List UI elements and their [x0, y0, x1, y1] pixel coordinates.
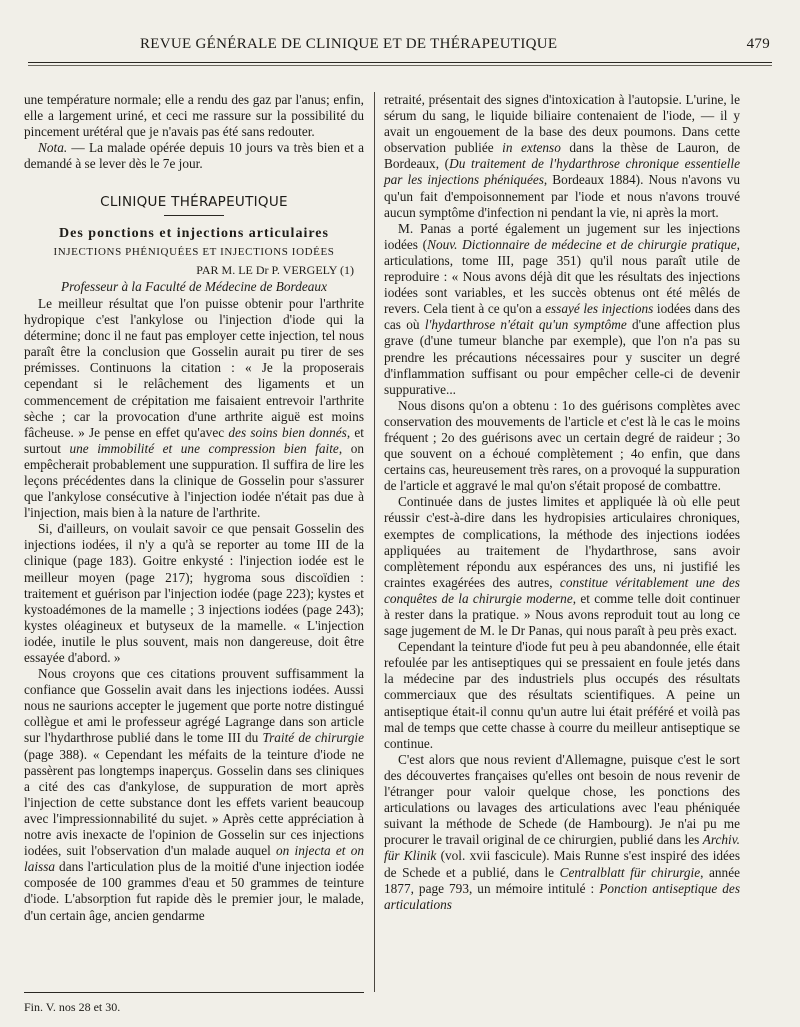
- section-title: CLINIQUE THÉRAPEUTIQUE: [100, 194, 288, 211]
- italic-run: Ponction antiseptique des articulations: [384, 880, 740, 912]
- text-run: dans l'articulation plus de la moitié d'une injection iodée composée de 100 grammes d'eau et 50 grammes de teinture d'iode. L'absorption fut rapide dès le premier jour, le malade, d'un certain âge, ancien gendarme: [24, 859, 364, 923]
- paragraph: [24, 296, 364, 521]
- paragraph: une température normale; elle a rendu des gaz par l'anus; enfin, elle a largement uriné, et ceci me rassure sur la possibilité du pincement urétéral que je n'avais pas été sans redouter.: [24, 92, 364, 140]
- paragraph: [384, 221, 740, 398]
- text-run: Le meilleur résultat que l'on puisse obtenir pour l'arthrite hydropique c'est l'ankylose ou l'injection d'iode qui la détermine; donc il ne faut pas employer cette injection, tel nous paraît être la conclusion que Gosselin aurait pu tirer de ses prémisses. Continuons la citation : « Je la proposerais cependant si le relâchement des ligaments et un commencement de crépitation me faisaient entrevoir l'arthrite sèche ; car la provocation d'une arthrite aiguë est moins fâcheuse. » Je pense en effet qu'avec: [24, 295, 364, 440]
- left-column: [24, 92, 364, 924]
- header-rule-secondary: [28, 65, 772, 66]
- italic-run: une immobilité et une compression bien faite: [69, 440, 339, 456]
- italic-run: Archiv. für Klinik: [384, 832, 740, 864]
- nota-label: Nota.: [38, 140, 68, 156]
- text-run: (page 388). « Cependant les méfaits de la teinture d'iode ne passèrent pas longtemps inaperçus. Gosselin dans ses cliniques a cité des cas d'ankylose, de suppuration de mort après l'injection de cette substance dont les effets varient beaucoup avec l'impressionnabilité du sujet. » Après cette appréciation à notre avis inexacte de l'opinion de Gosselin sur ces injections iodées, suit l'observation d'un malade auquel: [24, 746, 364, 859]
- footnote-rule: [24, 992, 364, 993]
- right-column: [384, 92, 740, 913]
- article-subtitle: INJECTIONS PHÉNIQUÉES ET INJECTIONS IODÉES: [53, 245, 335, 258]
- paragraph: [24, 666, 364, 924]
- italic-run: in extenso: [502, 140, 561, 156]
- italic-run: l'hydarthrose n'était qu'un symptôme: [424, 317, 627, 333]
- italic-run: Centralblatt für chirurgie: [559, 864, 701, 880]
- column-divider: [374, 92, 375, 992]
- author-line: PAR M. LE Dr P. VERGELY (1): [196, 262, 354, 277]
- text-run: dans la thèse de Lauron, de Bordeaux, (: [384, 140, 740, 172]
- paragraph: Cependant la teinture d'iode fut peu à peu abandonnée, elle était refoulée par les antiseptiques qui se pressaient en foule jetés dans la médecine par des industriels plus occupés des résultats commerciaux que des résultats scientifiques. A peine un antiseptique était-il connu qu'un autre lui était préféré et voilà pas mal de temps que cette chasse à courre du meilleur antiseptique se continue.: [384, 639, 740, 751]
- text-run: , on empêcherait probablement une suppuration. Il suffira de lire les leçons précédentes dans la clinique de Gosselin pour s'assurer que l'ankylose consécutive à l'injection iodée n'était pas due à l'injection, mais bien à la nature de l'arthrite.: [24, 440, 364, 521]
- italic-run: des soins bien donnés: [228, 424, 347, 440]
- paragraph: [384, 494, 740, 639]
- footnote: Fin. V. nos 28 et 30.: [24, 1000, 121, 1014]
- text-run: Continuée dans de justes limites et appliquée là où elle peut réussir c'est-à-dire dans les hydropisies articulaires chroniques, exemptes de complications, la méthode des injections iodées appliquées au traitement de l'hydarthrose, sans avoir complètement répondu aux espérances des uns, ni justifié les craintes exagérées des autres,: [384, 494, 740, 590]
- paragraph: Nous disons qu'on a obtenu : 1o des guérisons complètes avec conservation des mouvements de l'article et c'est là le cas le moins fréquent ; 2o des guérisons avec un certain degré de raideur ; 3o que souvent on a échoué complètement ; 4o enfin, que dans certains cas, heureusement très rares, on a provoqué la suppuration de l'article et aggravé le mal qu'on s'était proposé de combattre.: [384, 397, 740, 494]
- author-affiliation: Professeur à la Faculté de Médecine de Bordeaux: [61, 278, 327, 294]
- italic-run: constitue véritablement une des conquêtes de la chirurgie moderne: [384, 574, 740, 606]
- text-run: Nous croyons que ces citations prouvent suffisamment la confiance que Gosselin avait dans les injections iodées. Aussi nous ne saurions accepter le jugement que porte notre distingué collègue et ami le professeur agrégé Lagrange dans son article sur l'hydarthrose publié dans le tome III du: [24, 666, 364, 746]
- paragraph: [384, 752, 740, 913]
- running-header: [28, 36, 772, 58]
- text-run: , et comme telle doit continuer à rester dans la pratique. » Nous avons reproduit tout au long ce sage jugement de M. le Dr Panas, qui nous paraît à peu près exact.: [384, 590, 740, 639]
- text-run: , et surtout: [24, 424, 364, 456]
- italic-run: Traité de chirurgie: [262, 730, 364, 746]
- text-run: M. Panas a porté également un jugement sur les injections iodées (: [384, 220, 740, 252]
- nota-paragraph: [24, 140, 364, 172]
- italic-run: essayé les injections: [545, 301, 654, 317]
- italic-run: on injecta et on laissa: [24, 843, 364, 875]
- text-run: C'est alors que nous revient d'Allemagne, puisque c'est le sort des découvertes françaises qu'elles ont besoin de nous revenir de l'étranger pour valoir quelque chose, les ponctions des articulations ou lavages des articulations avec l'eau phéniquée suivant la méthode de Schede (de Hambourg). Je n'ai pu me procurer le travail original de ce chirurgien, publié dans les: [384, 751, 740, 848]
- header-rule: [28, 62, 772, 63]
- italic-run: Nouv. Dictionnaire de médecine et de chirurgie pratique: [427, 236, 737, 252]
- nota-text: — La malade opérée depuis 10 jours va très bien et a demandé à se lever dès le 7e jour.: [24, 140, 364, 172]
- section-rule: [164, 215, 224, 216]
- article-title: Des ponctions et injections articulaires: [59, 225, 329, 241]
- text-run: iodées dans des cas où: [384, 301, 740, 333]
- text-run: , année 1877, page 793, un mémoire intitulé :: [384, 864, 740, 896]
- text-run: d'une affection plus grave (d'une tumeur blanche par exemple), que l'on n'a pas su prendre les précautions nécessaires pour y susciter un degré d'inflammation suffisant ou pour empêcher celle-ci de devenir suppurative...: [384, 317, 740, 397]
- paragraph: Si, d'ailleurs, on voulait savoir ce que pensait Gosselin des injections iodées, il n'y a qu'à se reporter au tome III de la clinique (page 183). Goitre enkysté : l'injection iodée est le meilleur moyen (page 217); hygroma sous discoïdien : traitement et guérison par l'injection iodée (page 223); kystes et kystoadémones de la mamelle ; 3 injections iodées (page 243); kystes oléagineux et butyseux de la mamelle. « L'injection iodée, inutile le plus souvent, mais non dangereuse, doit être essayée d'abord. »: [24, 521, 364, 665]
- text-run: , articulations, tome III, page 351) qu'il nous paraît utile de reproduire : « Nous avons déjà dit que les résultats des injections iodées sont variables, et les succès obtenus ont été mêlés de revers. Cela tient à ce qu'on a: [384, 236, 740, 317]
- text-run: (vol. xvii fascicule). Mais Runne s'est inspiré des idées de Schede et a publié, dans le: [384, 848, 741, 880]
- paragraph: [384, 92, 740, 221]
- journal-title: REVUE GÉNÉRALE DE CLINIQUE ET DE THÉRAPEUTIQUE: [140, 36, 558, 52]
- italic-run: Du traitement de l'hydarthrose chronique essentielle par les injections phéniquées: [384, 156, 740, 188]
- text-run: , Bordeaux 1884). Nous n'avons vu qu'un fait d'empoisonnement par l'iode et nous n'avons trouvé aucun symptôme d'infection ni pendant la vie, ni après la mort.: [384, 172, 740, 220]
- text-run: retraité, présentait des signes d'intoxication à l'autopsie. L'urine, le sérum du sang, le liquide biliaire contenaient de l'iode, — il y avait un engouement de la base des deux poumons. Dans cette observation publiée: [384, 92, 740, 156]
- page-number: 479: [746, 36, 770, 52]
